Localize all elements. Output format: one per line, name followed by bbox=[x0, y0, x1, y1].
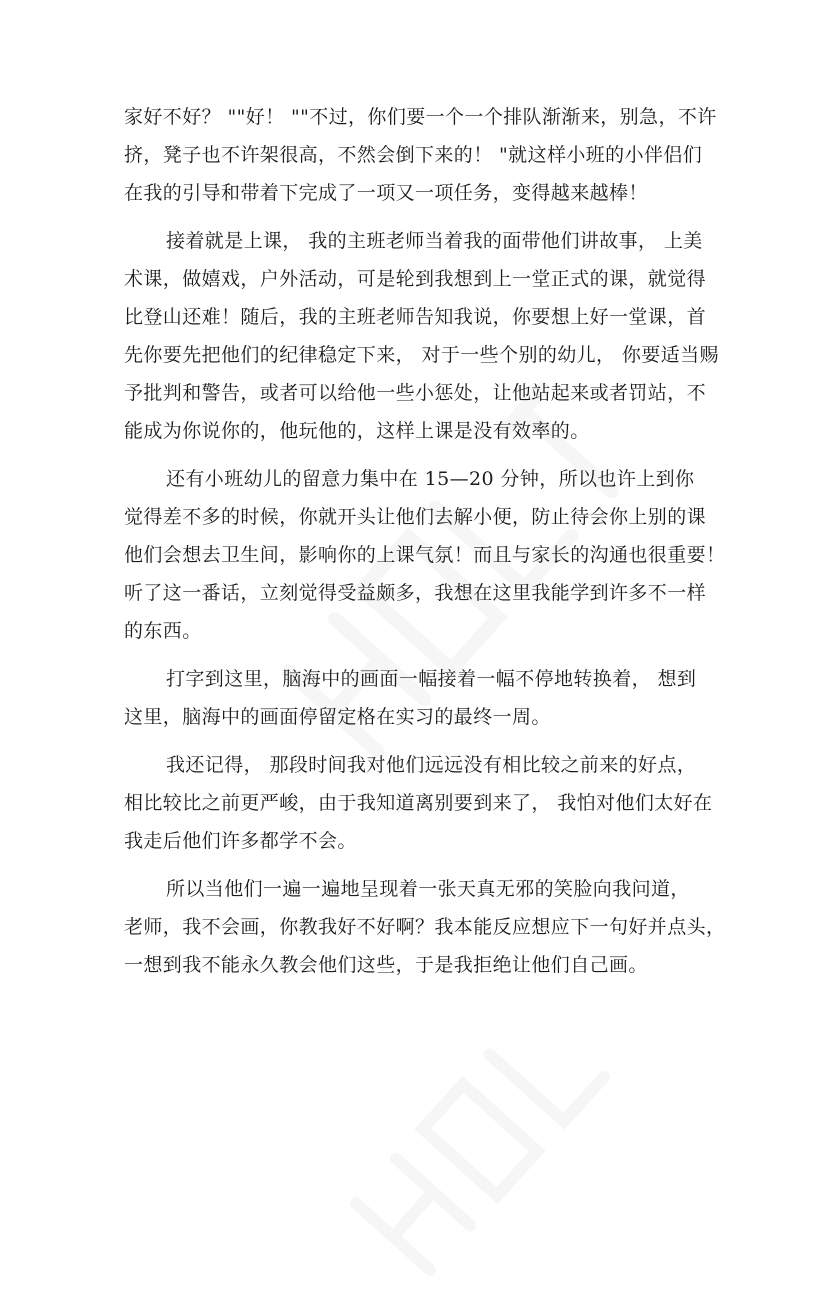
text-line: 一想到我不能永久教会他们这些，于是我拒绝让他们自己画。 bbox=[124, 954, 648, 976]
text-line: 还有小班幼儿的留意力集中在 15—20 分钟，所以也许上到你 bbox=[166, 468, 695, 490]
paragraph-5 bbox=[124, 746, 720, 860]
text-line: 我走后他们许多都学不会。 bbox=[124, 830, 357, 852]
text-line: 先你要先把他们的纪律稳定下来， 对于一些个别的幼儿， 你要适当赐 bbox=[124, 344, 719, 366]
text-line: 术课，做嬉戏，户外活动，可是轮到我想到上一堂正式的课，就觉得 bbox=[124, 268, 707, 290]
text-line: 予批判和警告，或者可以给他一些小惩处，让他站起来或者罚站，不 bbox=[124, 382, 707, 404]
text-line: 老师，我不会画，你教我好不好啊？我本能反应想应下一句好并点头， bbox=[124, 916, 726, 938]
text-line: 这里，脑海中的画面停留定格在实习的最终一周。 bbox=[124, 706, 551, 728]
document-body bbox=[124, 98, 726, 984]
text-line: 他们会想去卫生间，影响你的上课气氛！而且与家长的沟通也很重要！ bbox=[124, 544, 726, 566]
text-line: 听了这一番话，立刻觉得受益颇多，我想在这里我能学到许多不一样 bbox=[124, 582, 707, 604]
text-line: 挤，凳子也不许架很高，不然会倒下来的！ "就这样小班的小伴侣们 bbox=[124, 144, 703, 166]
text-line: 打字到这里，脑海中的画面一幅接着一幅不停地转换着， 想到 bbox=[166, 668, 697, 690]
text-line: 的东西。 bbox=[124, 620, 202, 642]
text-line: 接着就是上课， 我的主班老师当着我的面带他们讲故事， 上美 bbox=[166, 230, 703, 252]
text-line: 家好不好？ ""好！ ""不过，你们要一个一个排队渐渐来，别急，不许 bbox=[124, 106, 717, 128]
text-line: 比登山还难！随后，我的主班老师告知我说，你要想上好一堂课，首 bbox=[124, 306, 707, 328]
text-line: 能成为你说你的，他玩他的，这样上课是没有效率的。 bbox=[124, 420, 590, 442]
text-line: 所以当他们一遍一遍地呈现着一张天真无邪的笑脸向我问道， bbox=[166, 878, 690, 900]
paragraph-3 bbox=[124, 460, 726, 650]
text-line: 我还记得， 那段时间我对他们远远没有相比较之前来的好点， bbox=[166, 754, 697, 776]
watermark-logo-bottom bbox=[320, 975, 640, 1305]
paragraph-2 bbox=[124, 222, 720, 450]
text-line: 觉得差不多的时候，你就开头让他们去解小便，防止待会你上别的课 bbox=[124, 506, 707, 528]
paragraph-1 bbox=[124, 98, 720, 212]
paragraph-4 bbox=[124, 660, 720, 736]
text-line: 相比较比之前更严峻，由于我知道离别要到来了， 我怕对他们太好在 bbox=[124, 792, 713, 814]
text-line: 在我的引导和带着下完成了一项又一项任务，变得越来越棒！ bbox=[124, 182, 648, 204]
paragraph-6 bbox=[124, 870, 726, 984]
